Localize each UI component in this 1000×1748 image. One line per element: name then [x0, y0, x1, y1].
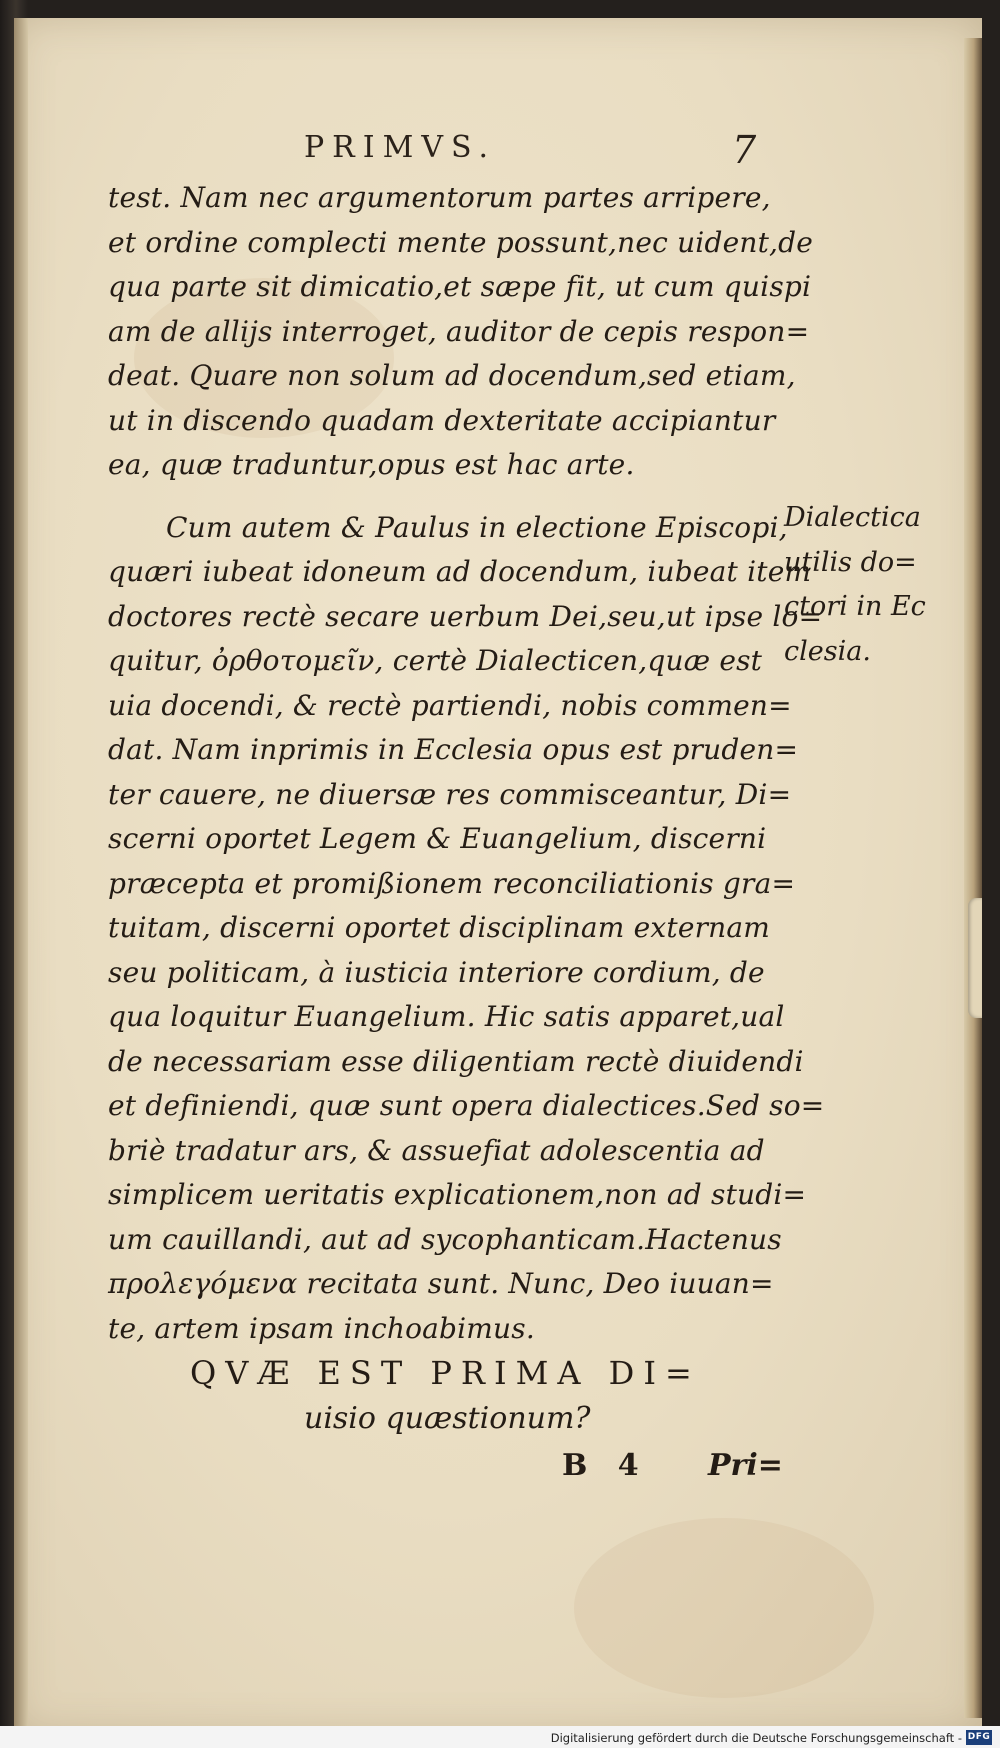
page-number: 7: [732, 128, 757, 172]
text-line: deat. Quare non solum ad docendum,sed etiam,: [108, 359, 796, 392]
running-head: PRIMVS.: [304, 130, 497, 165]
text-line: et definiendi, quæ sunt opera dialectices.Sed so=: [108, 1089, 825, 1122]
text-line: seu politicam, à iusticia interiore cordium, de: [108, 955, 765, 989]
text-line: am de allijs interroget, auditor de cepis respon=: [108, 314, 810, 348]
marginal-note: [784, 496, 954, 674]
footer-credit-bar: [0, 1726, 1000, 1748]
text-line: doctores rectè secare uerbum Dei,seu,ut ipse lo=: [108, 599, 823, 633]
text-line: qua loquitur Euangelium. Hic satis apparet,ual: [108, 1000, 785, 1033]
text-line: dat. Nam inprimis in Ecclesia opus est pruden=: [108, 733, 799, 766]
text-line: simplicem ueritatis explicationem,non ad studi=: [108, 1178, 807, 1211]
text-line: et ordine complecti mente possunt,nec uident,de: [108, 225, 814, 259]
text-line: ter cauere, ne diuersæ res commisceantur, Di=: [108, 777, 792, 811]
text-line: quitur, ὀρθοτομεῖν, certè Dialecticen,quæ est: [108, 644, 763, 677]
page-fore-edge: [964, 38, 982, 1718]
book-page: [14, 18, 982, 1734]
text-line: præcepta et promißionem reconciliationis gra=: [108, 866, 796, 900]
main-text-block: [108, 176, 825, 1351]
text-line: qua parte sit dimicatio,et sæpe fit, ut cum quispi: [108, 270, 812, 303]
paragraph-gap: [108, 488, 768, 506]
text-line: ut in discendo quadam dexteritate accipiantur: [108, 403, 776, 437]
dfg-logo: DFG: [966, 1730, 992, 1745]
page-tab-mark: [968, 898, 982, 1018]
text-line: scerni oportet Legem & Euangelium, discerni: [108, 822, 767, 855]
text-line: test. Nam nec argumentorum partes arripere,: [108, 181, 771, 214]
text-line: tuitam, discerni oportet disciplinam externam: [108, 911, 771, 944]
text-line: te, artem ipsam inchoabimus.: [108, 1311, 535, 1345]
text-line: Cum autem & Paulus in electione Episcopi,: [166, 510, 788, 544]
section-heading: QVÆ EST PRIMA DI=: [190, 1354, 701, 1392]
signature-mark: B 4: [562, 1448, 649, 1483]
text-line: um cauillandi, aut ad sycophanticam.Hactenus: [108, 1222, 782, 1256]
text-line: ea, quæ traduntur,opus est hac arte.: [108, 448, 635, 481]
section-heading-continued: uisio quæstionum?: [304, 1401, 591, 1436]
text-line: de necessariam esse diligentiam rectè diuidendi: [108, 1044, 804, 1078]
funding-credit: Digitalisierung gefördert durch die Deutsche Forschungsgemeinschaft -: [550, 1731, 962, 1745]
catchword: Pri=: [708, 1448, 783, 1483]
page-gutter-shadow: [14, 18, 28, 1734]
margin-note-line: clesia.: [784, 635, 871, 667]
text-line: uia docendi, & rectè partiendi, nobis commen=: [108, 688, 792, 722]
text-line: προλεγόμενα recitata sunt. Nunc, Deo iuuan=: [108, 1267, 774, 1300]
margin-note-line: Dialectica: [784, 502, 921, 533]
text-line: quæri iubeat idoneum ad docendum, iubeat item: [108, 555, 812, 588]
margin-note-line: utilis do=: [784, 546, 917, 578]
paper-stain: [574, 1518, 874, 1698]
text-line: briè tradatur ars, & assuefiat adolescentia ad: [108, 1133, 765, 1167]
margin-note-line: ctori in Ec: [784, 591, 926, 622]
